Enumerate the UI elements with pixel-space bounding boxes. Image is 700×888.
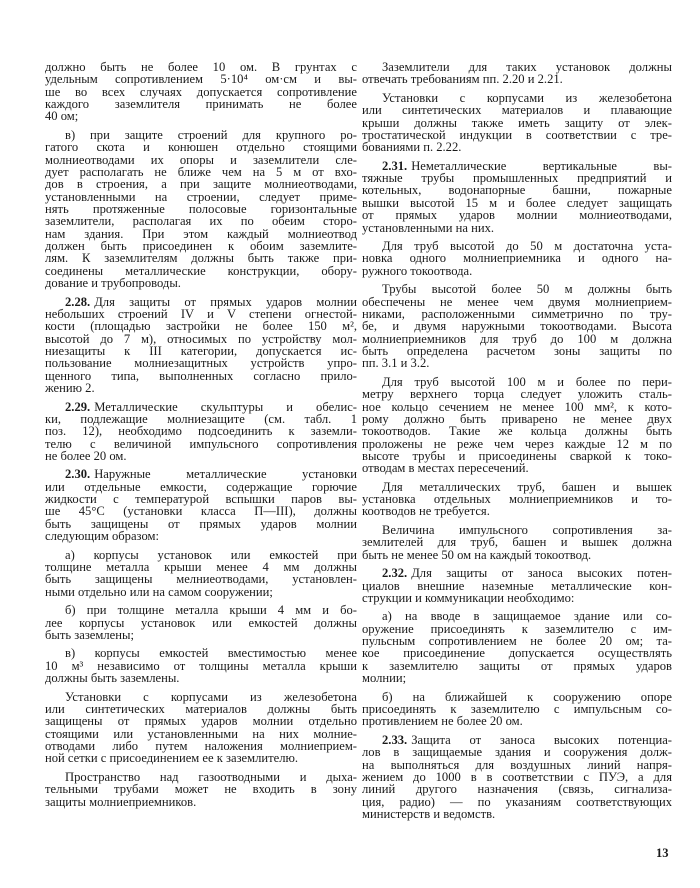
text-line [45,468,357,480]
text-line [362,567,672,579]
text-line: быть защищены от прямых ударов молнии [45,516,357,531]
text-line: министерств и ведомств. [362,806,496,821]
text-line: б) при толщине металла крыши 4 мм и бо- [65,603,357,618]
page-number: 13 [656,846,669,860]
section-number: 2.33. [382,732,408,747]
text-line: отвечать требованиям пп. 2.20 и 2.21. [362,72,563,87]
text-line: молниеприемников для труб до 100 м должна [362,331,672,346]
paragraph [362,610,672,684]
text-line: быть заземлены; [45,627,134,642]
right-column [362,61,672,827]
text-line: крыши должны также иметь защиту от элек- [362,115,672,130]
text-line: пп. 3.1 и 3.2. [362,356,430,371]
text-line: 40 ом; [45,109,79,124]
text-line: или отдельные емкости, содержащие горючие [45,479,357,494]
text-line: Для труб высотой 100 м и более по пери- [382,374,672,389]
line-text: Для защиты от прямых ударов молнии [94,294,357,309]
text-line: или синтетических материалов должны быть [45,702,357,716]
paragraph [45,549,357,598]
text-line: присоединять к заземлителю с импульсным со- [362,702,672,717]
text-line: высотой до 7 м), относимых по устройству мол- [45,331,357,346]
text-line: тельными трубами может не входить в зону [45,782,357,797]
section-number: 2.32. [382,566,408,581]
text-line: ниезащиты к III категории, допускается ис- [45,343,357,358]
text-line: к заземлителю защиты от прямых ударов [362,658,672,673]
left-column [45,61,357,814]
text-line: на выполняться для воздушных линий напря- [362,757,672,772]
text-line: защищены от прямых ударов молнии отдельно [45,714,357,729]
text-line: следующим образом: [45,529,159,544]
text-line: ными отдельно или на самом сооружении; [45,584,273,599]
text-line: лее корпусы установок или емкостей должны [45,615,357,630]
text-line: толщине металла крыши менее 4 мм должны [45,560,357,574]
paragraph [362,691,672,728]
text-line: ной сетки с присоединением ее к заземлителю. [45,751,299,766]
text-line: дует располагать не ближе чем на 5 м от вхо- [45,164,357,179]
text-line: должны быть заземлены. [45,671,180,686]
text-line: молниеотводами их опоры и заземлители сле- [45,152,357,167]
text-line: ше во всех случаях допускается сопротивление [45,84,357,99]
section-number: 2.30. [65,467,91,482]
paragraph [45,129,357,289]
text-line: отводами либо путем наложения молниеприем- [45,739,357,754]
text-line: высоте трубы и присоединены сваркой к токо- [362,448,672,463]
text-line: метру верхнего торца следует уложить сталь- [362,387,672,402]
text-line: быть не менее 50 ом на каждый токоотвод. [362,547,592,562]
text-line: ружного токоотвода. [362,263,473,278]
text-line: коотводов не требуется. [362,504,490,519]
text-line: не более 20 ом. [45,448,127,463]
text-line: лов в защищаемые здания и сооружения долж- [362,745,672,760]
text-line: жидкости с температурой вспышки паров вы- [45,492,357,507]
text-line: небольших строений IV и V степени огнестой- [45,306,357,321]
text-line: защиты молниеприемников. [45,794,197,809]
text-line: Заземлители для таких установок должны [382,60,672,74]
text-line: Установки с корпусами из железобетона [382,90,672,105]
line-text: Защита от заноса высоких потенциа- [411,732,672,747]
paragraph [45,771,357,808]
line-text: Неметаллические вертикальные вы- [411,158,672,173]
text-line: кое присоединение допускается осуществлять [362,646,672,661]
text-line: нам здания. При этом каждый молниеотвод [45,226,357,241]
text-line: поз. 12), необходимо подсоединить к заземли- [45,424,357,439]
text-line: ше 45°С (установки класса П—III), должны [45,504,357,519]
paragraph [45,647,357,684]
text-line [45,401,357,413]
text-line: Для труб высотой до 50 м достаточна уста- [382,239,672,254]
text-line: дов в строения, а при защите молниеотводами, [45,177,357,192]
text-line: телю с величиной импульсного сопротивления [45,436,357,451]
text-line: удельным сопротивлением 5·10⁴ ом·см и вы- [45,72,357,87]
text-line: циалов внешние наземные металлические кон- [362,578,672,593]
text-line: дование и трубопроводы. [45,276,181,291]
text-line: токоотводов. Такие же кольца должны быть [362,424,672,439]
text-line: пульсным сопротивлением не более 20 ом; та- [362,634,672,649]
section-paragraph [45,401,357,463]
text-line: Трубы высотой более 50 м должны быть [382,282,672,297]
text-line: оружение присоединять к заземлителю с им- [362,621,672,636]
line-text: Наружные металлические установки [94,467,357,482]
text-line: вышки высотой 15 м и более следует защищать [362,195,672,210]
text-line: обеспечены не менее чем двумя молниеприем- [362,294,672,309]
text-line: ное кольцо сечением не менее 100 мм², к кото- [362,399,672,414]
paragraph [362,524,672,561]
text-line: пользование молниезащитных устройств упро- [45,356,357,371]
text-line: струкции и коммуникации необходимо: [362,590,575,605]
text-line: установленными на строении, следует приме- [45,189,357,204]
text-line: молнии; [362,671,407,686]
text-line: ки, подлежащие молниезащите (см. табл. 1 [45,411,357,426]
section-paragraph [362,160,672,234]
text-line: проложены не реже чем через каждые 12 м по [362,436,672,451]
text-line: должно быть не более 10 ом. В грунтах с [45,60,357,74]
section-paragraph [362,734,672,820]
section-paragraph [362,567,672,604]
text-line: Величина импульсного сопротивления за- [382,523,672,537]
section-number: 2.31. [382,158,408,173]
section-paragraph [45,468,357,542]
text-line: никами, расположенными симметрично по тру- [362,306,672,321]
section-number: 2.29. [65,399,91,414]
text-line: рому должно быть приварено не менее двух [362,411,672,426]
text-line: бе, и двумя наружными токоотводами. Высота [362,319,672,334]
line-text: Металлические скульптуры и обелис- [94,399,357,414]
text-line: новка одного молниеприемника и одного на- [362,251,672,266]
paragraph [362,240,672,277]
text-line: а) корпусы установок или емкостей при [65,547,357,562]
text-line: каждого заземлителя принимать не более [45,97,357,112]
text-line: в) при защите строений для крупного ро- [65,127,357,142]
text-line: жению 2. [45,380,95,395]
text-line: бованиями п. 2.22. [362,140,462,155]
text-line: Установки с корпусами из железобетона [65,689,357,704]
paragraph [362,283,672,369]
text-line: тростатической индукции в соответствии с тре- [362,127,672,142]
text-line: тяжные трубы промышленных предприятий и [362,171,672,186]
text-line: быть определена расчетом зоны защиты по [362,343,672,358]
text-line: должен быть присоединен к обоим заземлите- [45,239,357,253]
text-line: гатого скота и конюшен отдельно стоящими [45,140,357,155]
text-line: кости (площадью застройки не более 150 м², [45,319,357,334]
paragraph [362,92,672,154]
section-paragraph [45,296,357,395]
paragraph [45,691,357,765]
text-line: отводам в местах пересечений. [362,461,529,476]
text-line: линий другого назначения (связь, сигнализа- [362,782,672,797]
text-line: нять протяженные полосовые горизонтальные [45,201,357,216]
text-line: Для металлических труб, башен и вышек [382,479,672,494]
text-line: б) на ближайшей к сооружению опоре [382,689,672,704]
text-line: лям. К заземлителям должны быть также при- [45,251,357,266]
text-line: установка отдельных молниеприемников и то- [362,492,672,507]
paragraph [45,604,357,641]
text-line: от прямых ударов молнии молниеотводами, [362,208,672,223]
text-line: Пространство над газоотводными и дыха- [65,769,357,784]
text-line: щенного типа, выполненных согласно прило- [45,368,357,383]
text-line: котельных, водонапорные башни, пожарные [362,183,672,198]
text-line: или синтетических материалов и плавающие [362,103,672,118]
text-line: 10 м³ независимо от толщины металла крыши [45,658,357,673]
text-line: жением до 1000 в в соответствии с ПУЭ, а для [362,769,672,784]
text-line: установленными на них. [362,220,495,235]
text-line: соединены металлические конструкции, обору- [45,263,357,278]
paragraph [362,376,672,475]
paragraph [362,481,672,518]
paragraph [362,61,672,86]
text-line: противлением не более 20 ом. [362,714,523,729]
text-line: а) на вводе в защищаемое здание или со- [382,609,672,624]
text-line: в) корпусы емкостей вместимостью менее [65,646,357,661]
line-text: Для защиты от заноса высоких потен- [411,566,672,581]
text-line: стоящими или установленными на них молние- [45,726,357,741]
text-line: заземлители, располагая их по обеим сторо- [45,214,357,229]
section-number: 2.28. [65,294,91,309]
text-line: быть защищены мелниеотводами, установлен- [45,572,357,587]
paragraph [45,61,357,123]
text-line: землителей для труб, башен и вышек должна [362,535,672,550]
text-line: ция, радио) — по указаниям соответствующих [362,794,672,809]
